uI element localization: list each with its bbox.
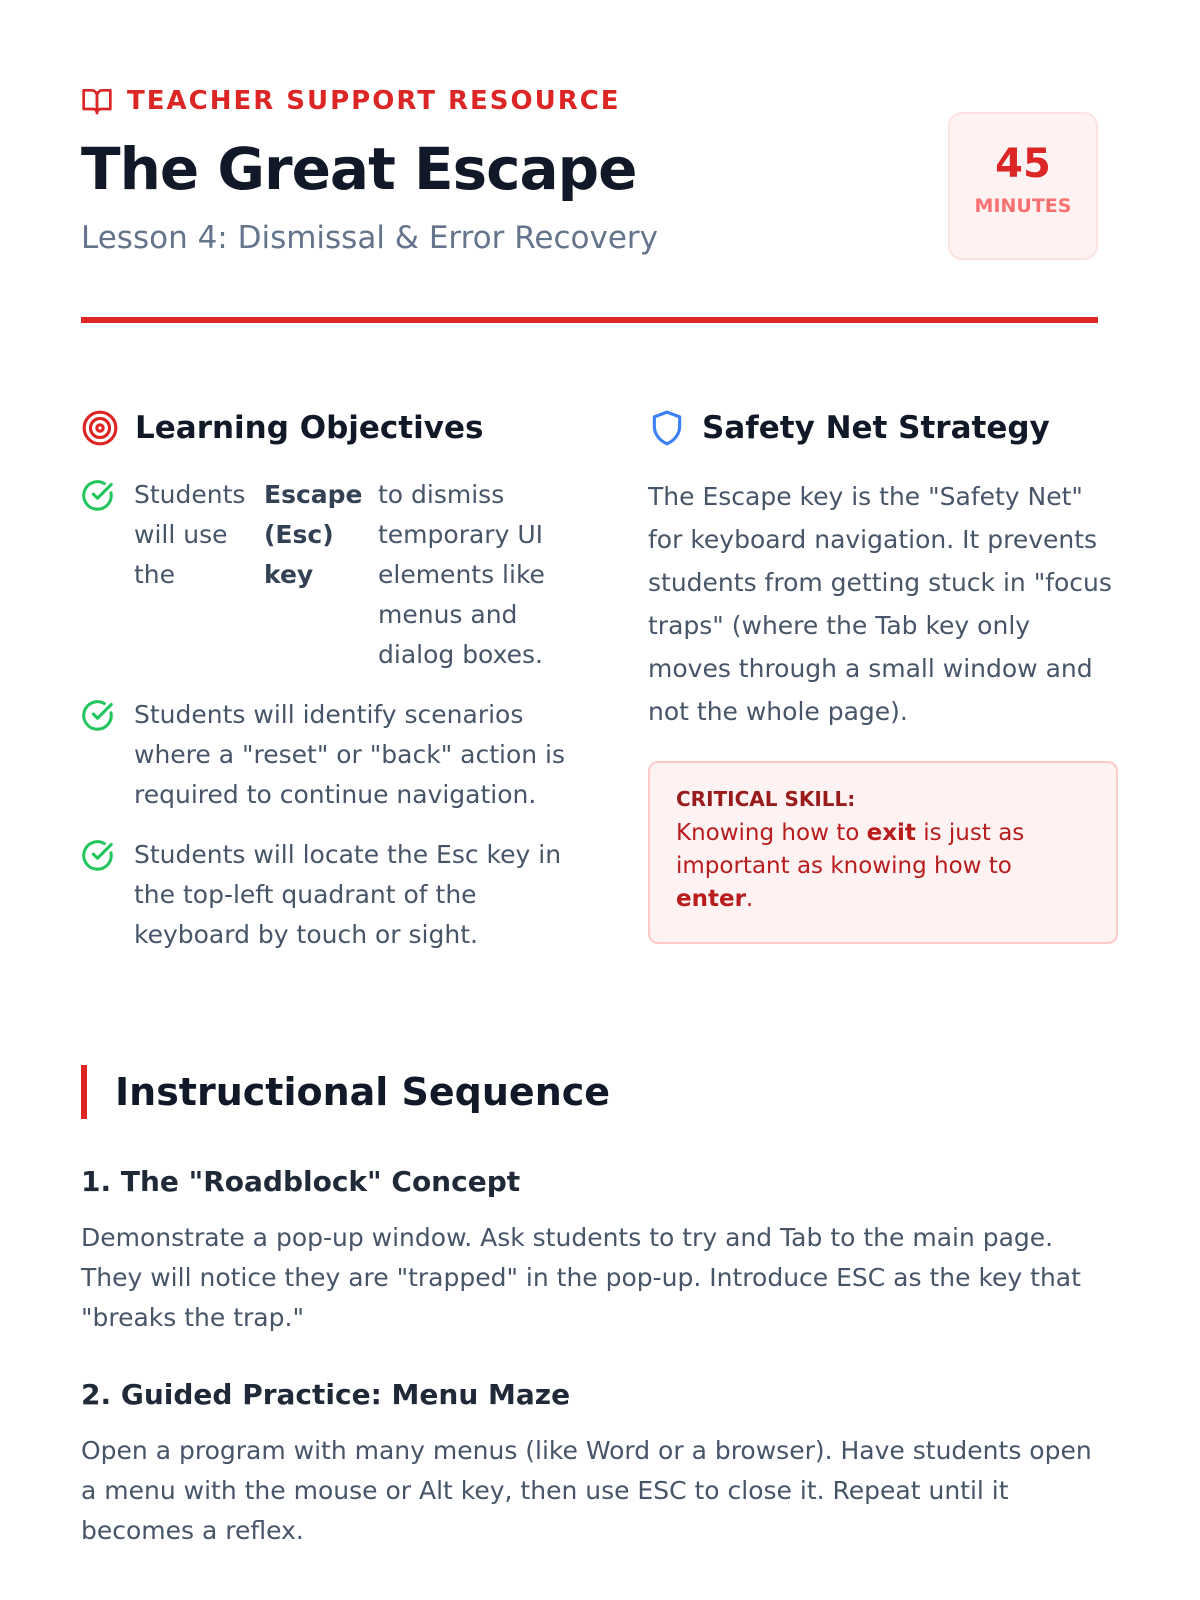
duration-unit: MINUTES (974, 195, 1072, 217)
objective-key-term: Escape (Esc) key (264, 480, 363, 589)
eyebrow (81, 84, 1098, 118)
sequence-step (81, 1378, 1098, 1551)
check-circle-icon (81, 695, 114, 815)
objective-text (134, 475, 548, 675)
callout-emphasis-enter: enter (676, 886, 746, 912)
callout-text (676, 817, 1090, 916)
callout-text-part: Knowing how to (676, 820, 867, 846)
lesson-header (81, 0, 1098, 323)
objective-text: Students will identify scenarios where a "reset" or "back" action is required to continue navigation. (134, 700, 566, 809)
eyebrow-label: TEACHER SUPPORT RESOURCE (127, 86, 621, 116)
list-item (81, 475, 571, 675)
shield-icon (648, 409, 686, 447)
instructional-sequence (81, 1065, 1098, 1551)
safety-net-strategy (648, 407, 1118, 944)
learning-objectives (81, 407, 571, 975)
page-title: The Great Escape (81, 135, 637, 203)
critical-skill-callout (648, 761, 1118, 944)
duration-value: 45 (995, 141, 1051, 187)
safety-description: The Escape key is the "Safety Net" for keyboard navigation. It prevents students from getting stuck in "focus traps" (where the Tab key only moves through a small window and not the whole page). (648, 482, 1112, 726)
overview-columns (81, 323, 1112, 1063)
step-body: Demonstrate a pop-up window. Ask students to try and Tab to the main page. They will notice they are "trapped" in the pop-up. Introduce ESC as the key that "breaks the trap." (81, 1223, 1081, 1332)
step-body: Open a program with many menus (like Word or a browser). Have students open a menu with the mouse or Alt key, then use ESC to close it. Repeat until it becomes a reflex. (81, 1436, 1092, 1545)
list-item (81, 695, 571, 815)
callout-text-part: . (745, 886, 754, 912)
objective-text-start: Students will use the (134, 480, 246, 589)
safety-heading: Safety Net Strategy (702, 410, 1050, 446)
page-subtitle: Lesson 4: Dismissal & Error Recovery (81, 219, 658, 256)
objective-text: Students will locate the Esc key in the top-left quadrant of the keyboard by touch or sight. (134, 840, 562, 949)
book-open-icon (81, 85, 113, 117)
callout-emphasis-exit: exit (866, 820, 916, 846)
sequence-heading-row (81, 1065, 1098, 1119)
sequence-step (81, 1165, 1098, 1338)
objectives-heading-row (81, 407, 571, 449)
callout-text-part: is just as important as knowing how to (676, 820, 1025, 879)
check-circle-icon (81, 835, 114, 955)
check-circle-icon (81, 475, 114, 675)
callout-label: CRITICAL SKILL: (676, 787, 856, 811)
duration-badge (948, 112, 1098, 260)
list-item (81, 835, 571, 955)
objectives-heading: Learning Objectives (135, 410, 484, 446)
objective-text-end: to dismiss temporary UI elements like menus and dialog boxes. (378, 480, 545, 669)
step-title: 2. Guided Practice: Menu Maze (81, 1378, 571, 1411)
target-icon (81, 409, 119, 447)
objectives-list (81, 475, 571, 955)
safety-heading-row (648, 407, 1118, 449)
sequence-heading: Instructional Sequence (115, 1070, 611, 1114)
step-title: 1. The "Roadblock" Concept (81, 1165, 521, 1198)
